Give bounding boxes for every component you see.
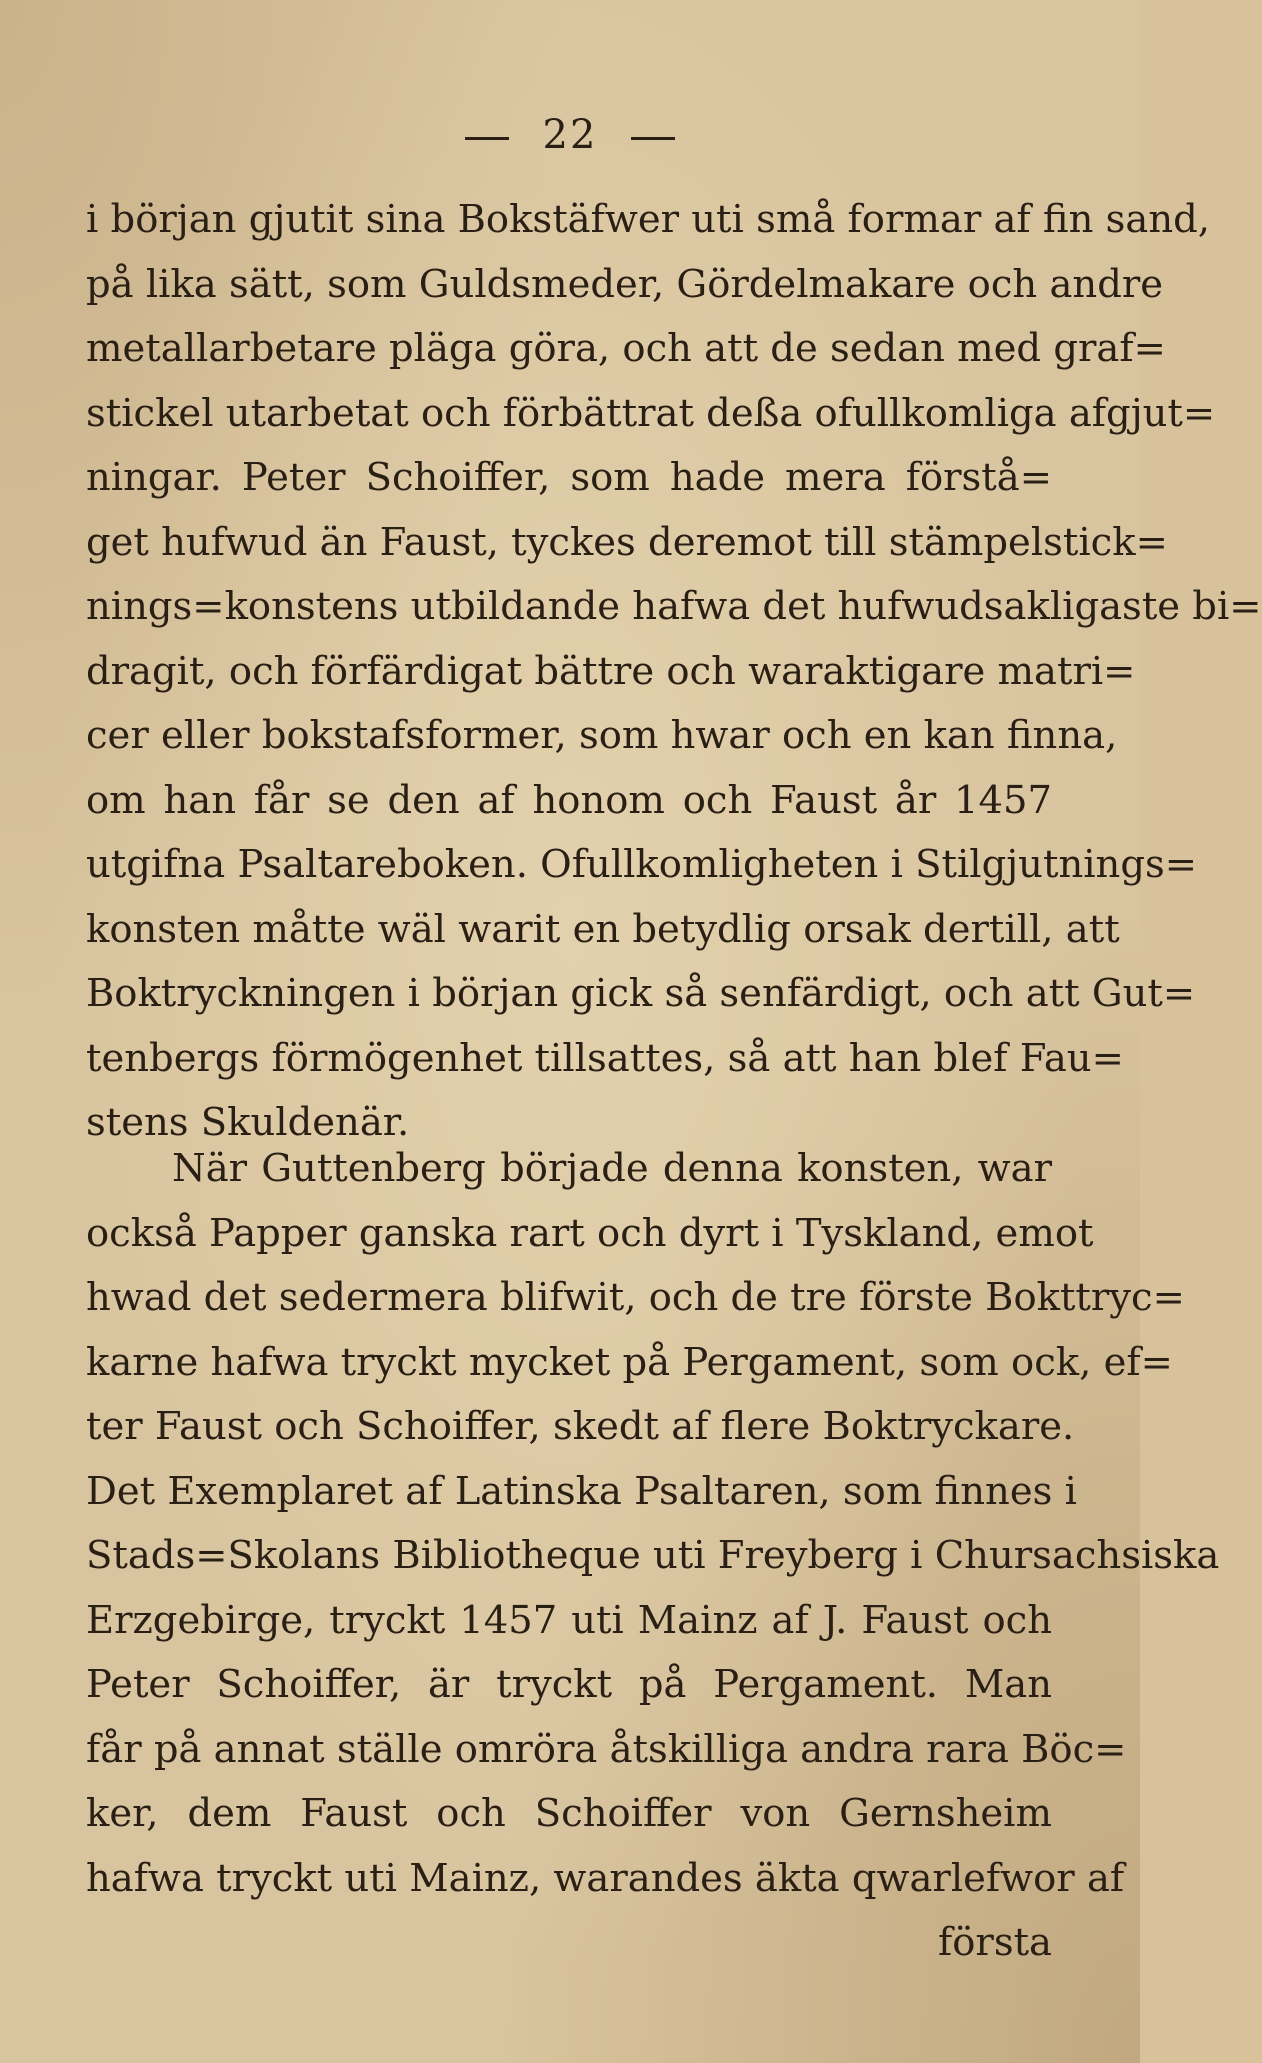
text-line: När Guttenberg började denna konsten, war (172, 1146, 1052, 1191)
text-line: Boktryckningen i början gick så senfärdigt, och att Gut= (86, 971, 1196, 1016)
text-line: på lika sätt, som Guldsmeder, Gördelmakare och andre (86, 261, 1164, 307)
header-dash-right (631, 137, 675, 140)
text-line: karne hafwa tryckt mycket på Pergament, som ock, ef= (86, 1339, 1173, 1385)
text-line: cer eller bokstafsformer, som hwar och en kan finna, (86, 713, 1118, 758)
text-line: hafwa tryckt uti Mainz, warandes äkta qwarlefwor af (86, 1855, 1125, 1901)
text-line: om han får se den af honom och Faust år 1457 (86, 777, 1052, 823)
text-line: stens Skuldenär. (86, 1100, 410, 1145)
header-dash-left (465, 137, 509, 140)
text-line: get hufwud än Faust, tyckes deremot till stämpelstick= (86, 519, 1168, 565)
text-line: hwad det sedermera blifwit, och de tre förste Bokttryc= (86, 1275, 1185, 1320)
text-line: Stads=Skolans Bibliotheque uti Freyberg i Chursachsiska (86, 1533, 1220, 1578)
text-line: får på annat ställe omröra åtskilliga andra rara Böc= (86, 1726, 1127, 1772)
text-line: utgifna Psaltareboken. Ofullkomligheten i Stilgjutnings= (86, 842, 1198, 887)
text-line: Erzgebirge, tryckt 1457 uti Mainz af J. Faust och (86, 1597, 1052, 1643)
text-line: metallarbetare pläga göra, och att de sedan med graf= (86, 326, 1166, 371)
text-line: ter Faust och Schoiffer, skedt af flere Boktryckare. (86, 1404, 1075, 1449)
paragraph-2 (86, 1137, 1220, 1976)
page-number: 22 (542, 112, 598, 158)
text-line: dragit, och förfärdigat bättre och waraktigare matri= (86, 648, 1136, 694)
catchword: första (937, 1920, 1052, 1965)
paragraph-1 (86, 188, 1262, 1156)
page-header (0, 112, 1140, 158)
text-line: Peter Schoiffer, är tryckt på Pergament. Man (86, 1662, 1052, 1707)
text-line: i början gjutit sina Bokstäfwer uti små formar af fin sand, (86, 197, 1211, 242)
text-line: tenbergs förmögenhet tillsattes, så att han blef Fau= (86, 1035, 1124, 1081)
text-line: ker, dem Faust och Schoiffer von Gernsheim (86, 1791, 1052, 1836)
text-line: Det Exemplaret af Latinska Psaltaren, som finnes i (86, 1468, 1077, 1514)
text-line: ningar. Peter Schoiffer, som hade mera förstå= (86, 455, 1052, 500)
text-line: konsten måtte wäl warit en betydlig orsak dertill, att (86, 906, 1120, 952)
text-line: också Papper ganska rart och dyrt i Tyskland, emot (86, 1210, 1094, 1256)
text-line: nings=konstens utbildande hafwa det hufwudsakligaste bi= (86, 584, 1262, 629)
text-line: stickel utarbetat och förbättrat deßa ofullkomliga afgjut= (86, 390, 1216, 436)
